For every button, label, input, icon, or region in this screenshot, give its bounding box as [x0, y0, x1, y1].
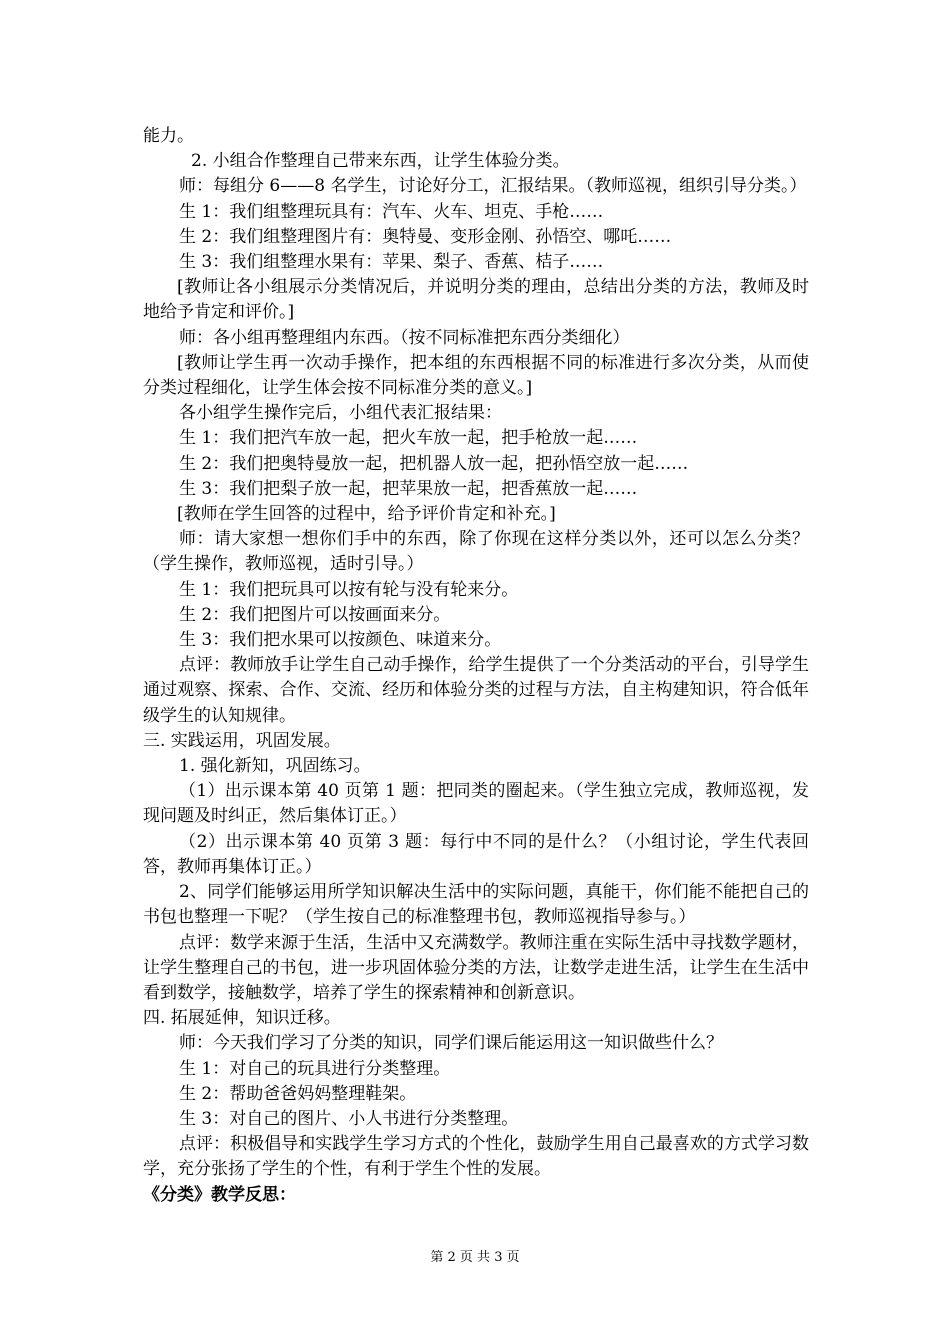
- paragraph: 师：请大家想一想你们手中的东西，除了你现在这样分类以外，还可以怎么分类？（学生操作，教师巡视，适时引导。）: [143, 529, 809, 575]
- paragraph: 生 3：我们把梨子放一起，把苹果放一起，把香蕉放一起……: [179, 478, 638, 499]
- paragraph: 四. 拓展延伸，知识迁移。: [143, 1008, 341, 1029]
- paragraph: 生 1：我们把玩具可以按有轮与没有轮来分。: [179, 579, 519, 600]
- paragraph: （2）出示课本第 40 页第 3 题：每行中不同的是什么？（小组讨论，学生代表回答，教师再集体订正。）: [143, 831, 809, 877]
- paragraph: 师：每组分 6——8 名学生，讨论好分工，汇报结果。（教师巡视，组织引导分类。）: [179, 176, 807, 197]
- paragraph: 生 3：对自己的图片、小人书进行分类整理。: [179, 1108, 519, 1129]
- paragraph: 师：今天我们学习了分类的知识，同学们课后能运用这一知识做些什么？: [179, 1033, 723, 1054]
- paragraph: 点评：教师放手让学生自己动手操作，给学生提供了一个分类活动的平台，引导学生通过观察、探索、合作、交流、经历和体验分类的过程与方法，自主构建知识，符合低年级学生的认知规律。: [143, 655, 809, 726]
- paragraph: 三. 实践运用，巩固发展。: [143, 730, 341, 751]
- paragraph: 生 2：帮助爸爸妈妈整理鞋架。: [179, 1083, 417, 1104]
- paragraph: 师：各小组再整理组内东西。（按不同标准把东西分类细化）: [179, 327, 630, 348]
- paragraph: 生 2：我们把图片可以按画面来分。: [179, 604, 451, 625]
- paragraph: 生 1：对自己的玩具进行分类整理。: [179, 1058, 451, 1079]
- paragraph: 2. 小组合作整理自己带来东西，让学生体验分类。: [191, 151, 570, 172]
- paragraph: 生 1：我们把汽车放一起，把火车放一起，把手枪放一起……: [179, 428, 638, 449]
- paragraph: [教师让各小组展示分类情况后，并说明分类的理由，总结出分类的方法，教师及时地给予肯定和评价。]: [143, 277, 809, 323]
- paragraph: 生 2：我们组整理图片有：奥特曼、变形金刚、孙悟空、哪吒……: [179, 226, 672, 247]
- paragraph: 生 2：我们把奥特曼放一起，把机器人放一起，把孙悟空放一起……: [179, 453, 689, 474]
- paragraph: 点评：数学来源于生活，生活中又充满数学。教师注重在实际生活中寻找数学题材，让学生整理自己的书包，进一步巩固体验分类的方法，让数学走进生活，让学生在生活中看到数学，接触数学，培养了学生的探索精神和创新意识。: [143, 932, 809, 1003]
- document-body: [143, 124, 809, 1208]
- paragraph: 生 1：我们组整理玩具有：汽车、火车、坦克、手枪……: [179, 201, 604, 222]
- paragraph: 生 3：我们把水果可以按颜色、味道来分。: [179, 630, 502, 651]
- paragraph: 生 3：我们组整理水果有：苹果、梨子、香蕉、桔子……: [179, 252, 604, 273]
- top-fragment: 能力。: [143, 126, 194, 146]
- section-heading: 《分类》教学反思：: [143, 1184, 296, 1205]
- paragraph: [教师在学生回答的过程中，给予评价肯定和补充。]: [177, 504, 556, 525]
- paragraph: [教师让学生再一次动手操作，把本组的东西根据不同的标准进行多次分类，从而使分类过程细化，让学生体会按不同标准分类的意义。]: [143, 352, 809, 399]
- paragraph: 1. 强化新知，巩固练习。: [179, 756, 371, 777]
- paragraph-list: [143, 149, 809, 1182]
- paragraph: （1）出示课本第 40 页第 1 题：把同类的圈起来。（学生独立完成，教师巡视，发现问题及时纠正，然后集体订正。）: [143, 781, 809, 827]
- paragraph: 各小组学生操作完后，小组代表汇报结果：: [179, 403, 502, 424]
- paragraph: 2、同学们能够运用所学知识解决生活中的实际问题，真能干，你们能不能把自己的书包也整理一下呢？（学生按自己的标准整理书包，教师巡视指导参与。）: [143, 882, 809, 928]
- page-footer: 第 2 页 共 3 页: [430, 1250, 520, 1265]
- paragraph: 点评：积极倡导和实践学生学习方式的个性化，鼓励学生用自己最喜欢的方式学习数学，充分张扬了学生的个性，有利于学生个性的发展。: [143, 1134, 809, 1180]
